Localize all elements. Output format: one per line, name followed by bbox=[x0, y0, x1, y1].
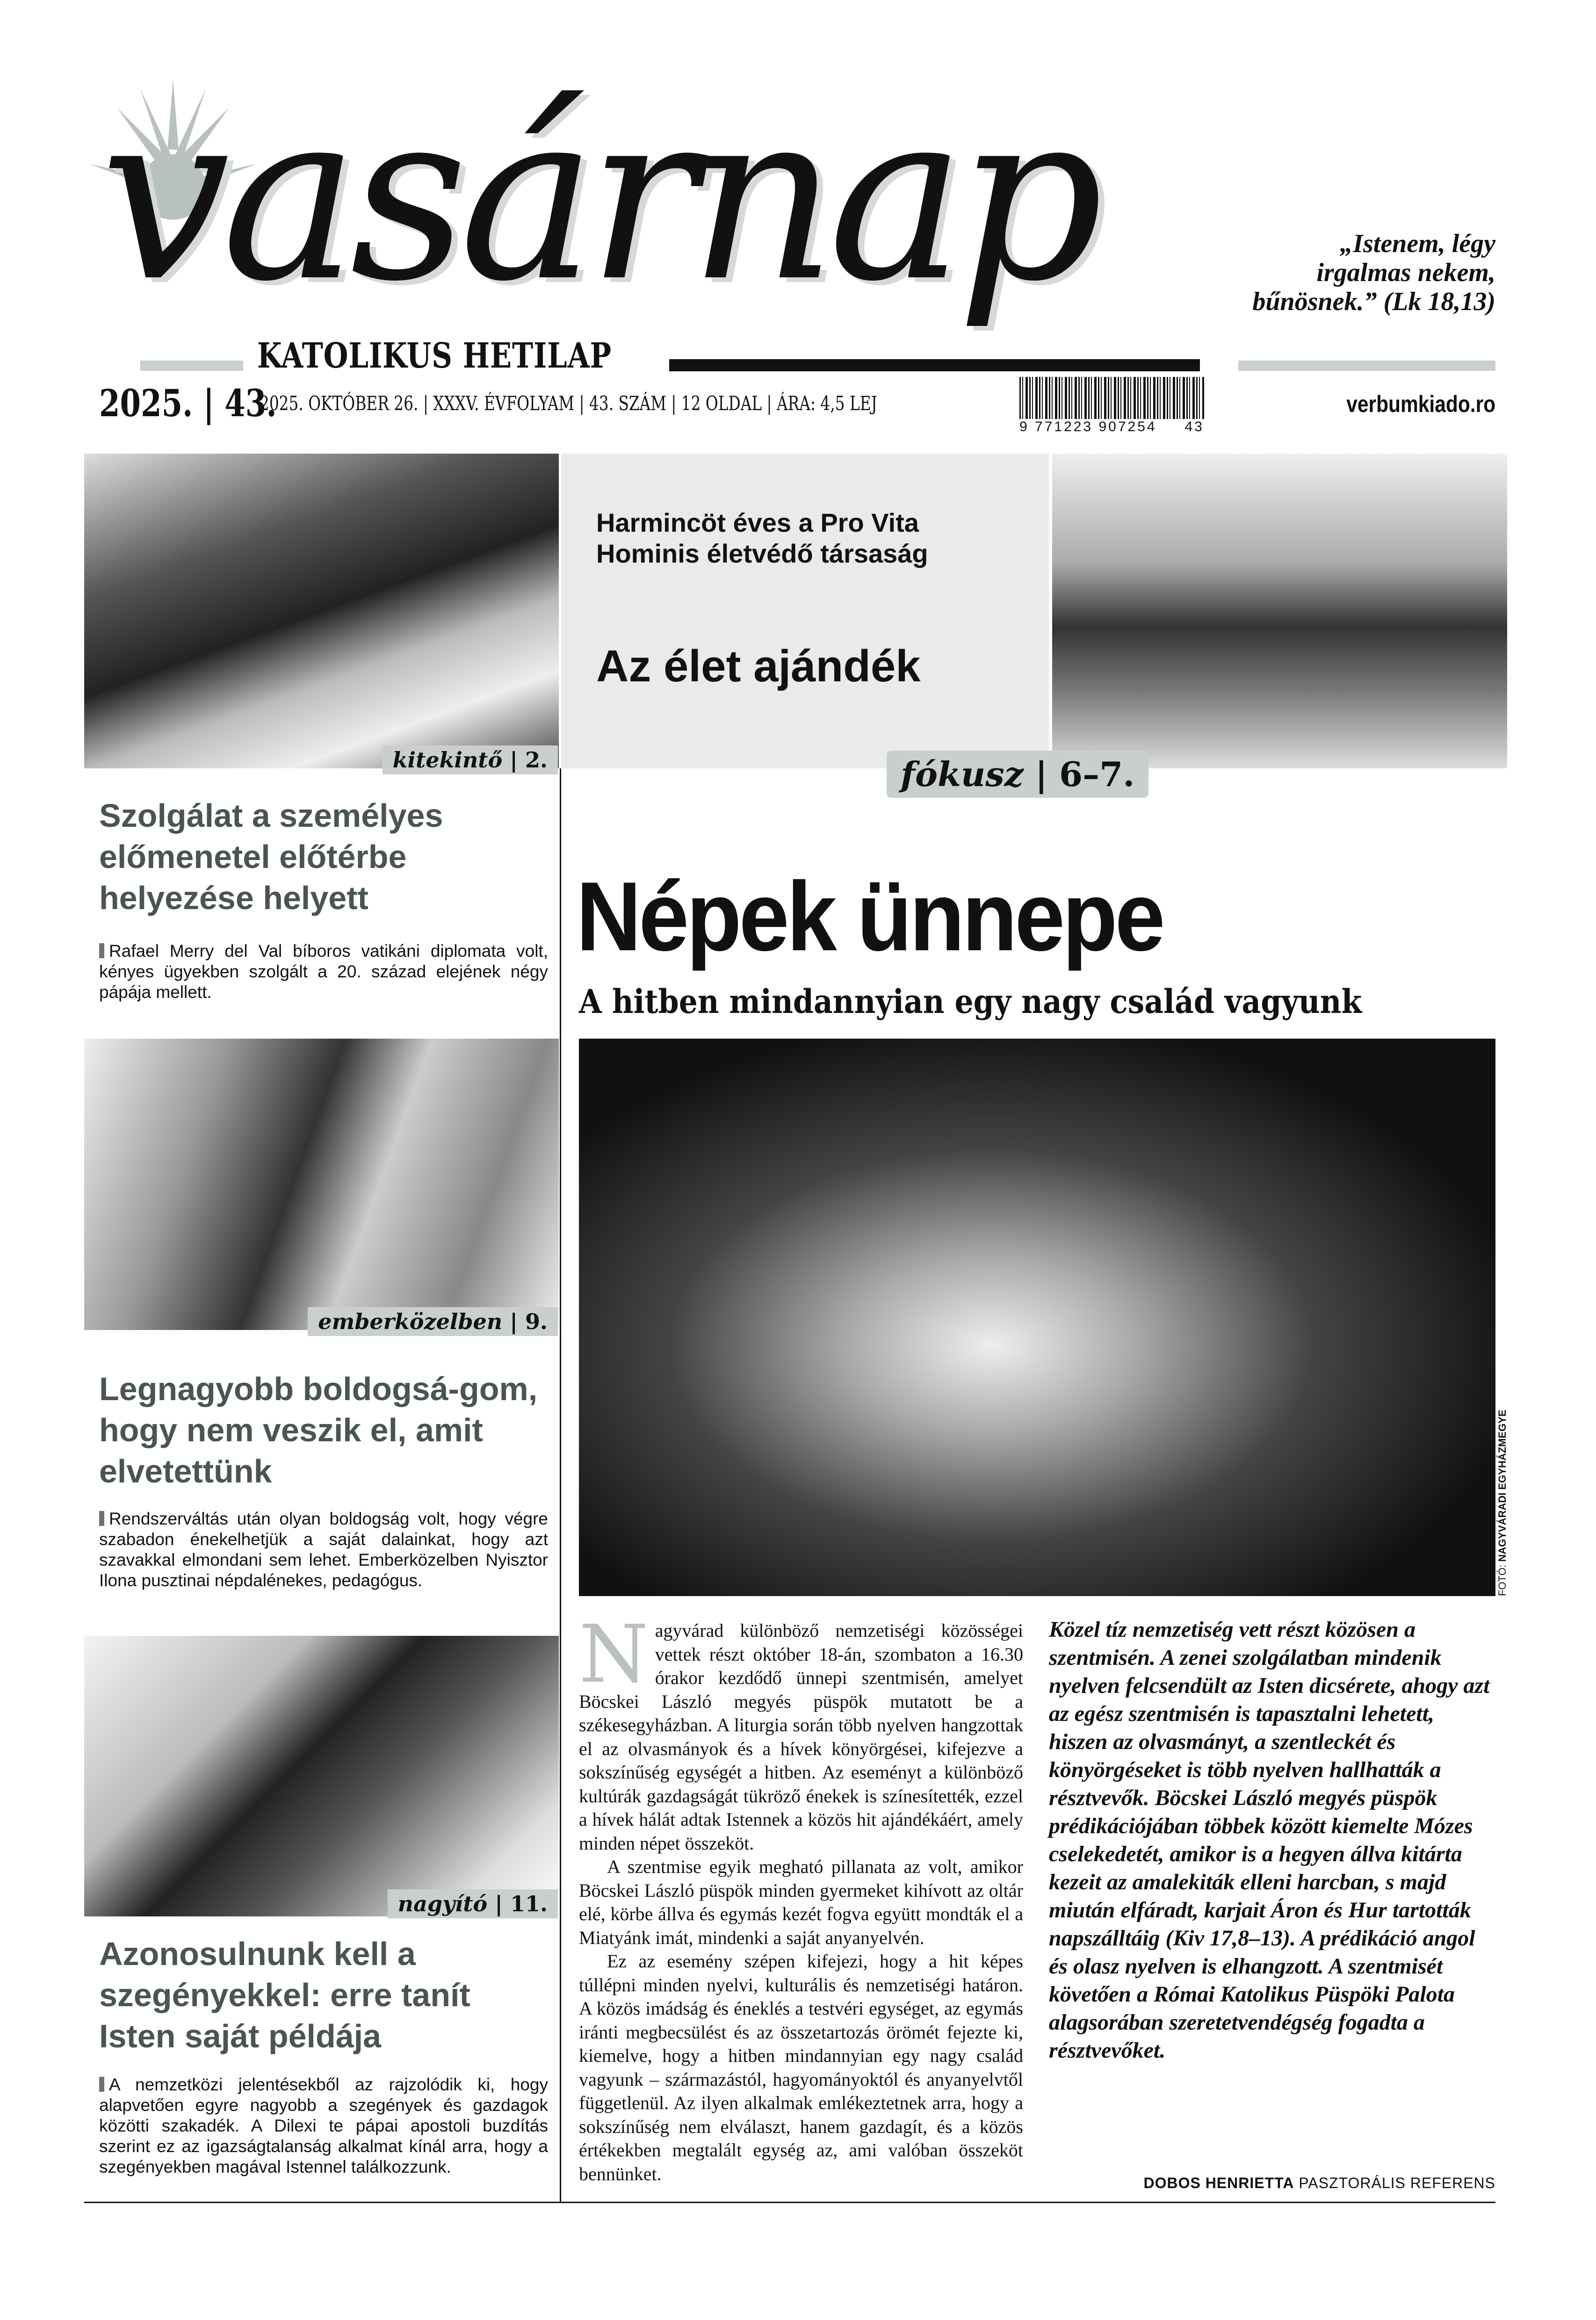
masthead-subtitle: KATOLIKUS HETILAP bbox=[257, 336, 612, 376]
barcode-lines bbox=[1019, 377, 1204, 419]
article-body: Nagyvárad különböző nemzetiségi közösségei vettek részt október 18-án, szombaton a 16.30 órakor kezdődő ünnepi szentmisén, amelyet Böcskei László megyés püspök mutatott be a székesegyházban. A liturgia során több nyelven hangzottak el az olvasmányok és a hívek könyörgései, kifejezve a sokszínűség egységét a hitben. Az eseményt a különböző kultúrák gazdagságát tükröző énekek is színesítették, ezzel a hívek hálát adtak Istennek a közös hit ajándékáért, amely minden népet összeköt. A szentmise egyik megható pillanata az volt, amikor Böcskei László püspök minden gyermeket kihívott az oltár elé, körbe állva és egymás kezét fogva együtt mondták el a Miatyánk imát, mindenki a saját anyanyelvén. Ez az esemény szépen kifejezi, hogy a hit képes túllépni minden nyelvi, kulturális és nemzetiségi határon. A közös imádság és éneklés a testvéri egységet, az egymás iránti megbecsülést és az összetartozás örömét fejezte ki, kiemelve, hogy a hitben mindannyian egy nagy család vagyunk – származástól, hagyományoktól és anyanyelvtől függetlenül. Az ilyen alkalmak emlékeztetnek arra, hogy a sokszínűség nem elválaszt, hanem gazdagít, és a közös értékekben megtalált egység az, ami valóban összeköt bennünket. bbox=[579, 1619, 1023, 2186]
teaser-text-1: Rafael Merry del Val bíboros vatikáni diplomata volt, kényes ügyekben szolgált a 20. század elejének négy pápája mellett. bbox=[99, 941, 548, 1002]
masthead-rule-right bbox=[1238, 361, 1495, 371]
photo-assembly-hall bbox=[1052, 454, 1507, 768]
section-label-emberkozelben: emberközelben | 9. bbox=[308, 1307, 558, 1336]
teaser-headline-3[interactable]: Azonosulnunk kell a szegényekkel: erre tanít Isten saját példája bbox=[99, 1936, 470, 2054]
barcode bbox=[1019, 377, 1204, 433]
text-marker bbox=[99, 1511, 104, 1526]
section-label-fokusz: fókusz | 6–7. bbox=[887, 751, 1148, 798]
author-byline: DOBOS HENRIETTA PASZTORÁLIS REFERENS bbox=[1143, 2175, 1495, 2191]
article-paragraph: Ez az esemény szépen kifejezi, hogy a hit képes túllépni minden nyelvi, kulturális és nemzetiségi határon. A közös imádság és éneklés a testvéri egységet, az egymás iránti megbecsülést és az összetartozás örömét fejezte ki, kiemelve, hogy a hitben mindannyian egy nagy család vagyunk – származástól, hagyományoktól és anyanyelvtől függetlenül. Az ilyen alkalmak emlékeztetnek arra, hogy a sokszínűség nem elválaszt, hanem gazdagít, és a közös értékekben megtalált egység az, ami valóban összeköt bennünket. bbox=[579, 1951, 1023, 2184]
section-label-nagyito: nagyító | 11. bbox=[388, 1889, 558, 1918]
photo-girls-praying-in-church bbox=[579, 1039, 1495, 1596]
section-label-kitekinto: kitekintő | 2. bbox=[383, 745, 558, 774]
masthead-logo: vasárnap bbox=[101, 60, 1096, 332]
article-sidebar-text: Közel tíz nemzetiség vett részt közösen a szentmisén. A zenei szolgálatban mindenik nyelven felcsendült az Isten dicsérete, ahogy azt az egész szentmisén is tapasztalni lehetett, hiszen az olvasmányt, a szentleckét és könyörgéseket is több nyelven hallhatták a résztvevők. Böcskei László megyés püspök prédikációjában többek között kiemelte Mózes cselekedetét, amikor is a hegyen állva kitárta kezeit az amalekiták elleni harcban, s majd miután elfáradt, karjait Áron és Hur tartották napszálltáig (Kiv 17,8–13). A prédikáció angol és olasz nyelven is elhangzott. A szentmisét követően a Római Katolikus Püspöki Palota alagsorában szeretetvendégség fogadta a résztvevőket. bbox=[1049, 1617, 1490, 2063]
article-paragraph: A szentmise egyik megható pillanata az volt, amikor Böcskei László püspök minden gyermeket kihívott az oltár elé, körbe állva és egymás kezét fogva együtt mondták el a Miatyánk imát, mindenki a saját anyanyelvén. bbox=[579, 1856, 1023, 1948]
teaser-headline-2[interactable]: Legnagyobb boldogsá-gom, hogy nem veszik el, amit elvetettünk bbox=[99, 1371, 538, 1489]
text-marker bbox=[99, 943, 104, 958]
teaser-text-3: A nemzetközi jelentésekből az rajzolódik ki, hogy alapvetően egyre nagyobb a szegények és gazdagok közötti szakadék. A Dilexi te pápai apostoli buzdítás szerint ez az igazságtalanság alkalmat kínál arra, hogy a szegényekben magával Istennel találkozzunk. bbox=[99, 2075, 548, 2176]
issue-info: 2025. OKTÓBER 26. | XXXV. ÉVFOLYAM | 43. SZÁM | 12 OLDAL | ÁRA: 4,5 LEJ bbox=[260, 392, 877, 415]
masthead-rule-left bbox=[140, 361, 243, 371]
website-link[interactable]: verbumkiado.ro bbox=[1346, 391, 1495, 417]
photo-poor-woman bbox=[84, 1636, 559, 1916]
issue-number: 2025. | 43. bbox=[99, 381, 277, 425]
drop-cap: N bbox=[579, 1608, 649, 1701]
focus-kicker: Harmincöt éves a Pro Vita Hominis életvédő társaság bbox=[596, 508, 928, 568]
teaser-text-2: Rendszerváltás után olyan boldogság volt, hogy végre szabadon énekelhetjük a saját dalainkat, hogy azt szavakkal elmondani sem lehet. Emberközelben Nyisztor Ilona pusztinai népdalénekes, pedagógus. bbox=[99, 1509, 548, 1590]
barcode-number: 9 771223 907254 bbox=[1019, 419, 1157, 434]
column-divider bbox=[560, 768, 561, 2203]
main-subheadline: A hitben mindannyian egy nagy család vagyunk bbox=[579, 982, 1362, 1021]
main-headline[interactable]: Népek ünnepe bbox=[576, 861, 1163, 971]
photo-folk-singer-interview bbox=[84, 1039, 559, 1330]
barcode-addon: 43 bbox=[1184, 419, 1204, 434]
focus-teaser-box[interactable] bbox=[561, 454, 1049, 768]
photo-cardinal-and-pope bbox=[84, 454, 559, 768]
focus-title: Az élet ajándék bbox=[596, 641, 921, 691]
bottom-rule bbox=[84, 2202, 1495, 2203]
masthead-quote: „Istenem, légy irgalmas nekem, bűnösnek.” (Lk 18,13) bbox=[1252, 229, 1495, 316]
masthead-rule-center bbox=[669, 359, 1200, 371]
teaser-headline-1[interactable]: Szolgálat a személyes előmenetel előtérbe helyezése helyett bbox=[99, 797, 443, 916]
text-marker bbox=[99, 2077, 104, 2092]
photo-credit: FOTÓ: NAGYVÁRADI EGYHÁZMEGYE bbox=[1496, 1409, 1508, 1596]
